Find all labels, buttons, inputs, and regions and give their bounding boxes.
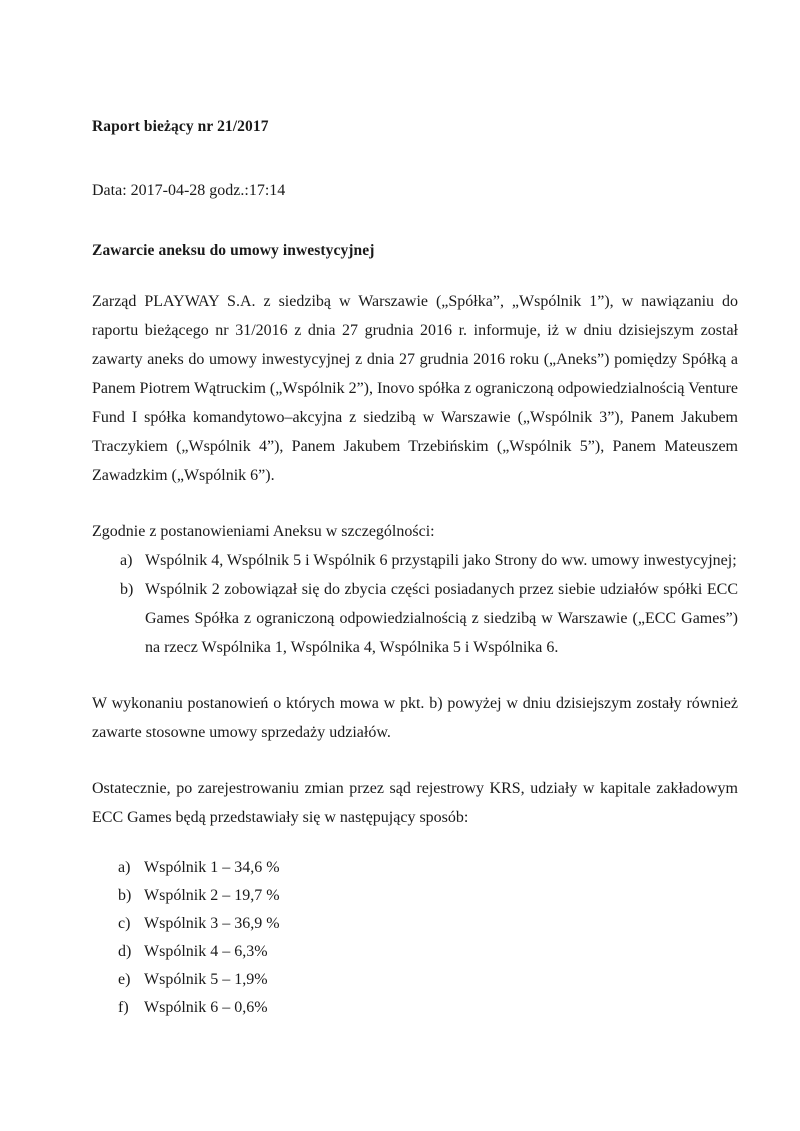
list-item [92,575,738,662]
list-item [92,854,738,882]
report-title: Raport bieżący nr 21/2017 [92,118,269,135]
list-item-marker: f) [118,999,129,1017]
list-item-marker: d) [118,943,132,961]
list-item-text: Wspólnik 5 – 1,9% [144,971,268,989]
paragraph-final-structure: Ostatecznie, po zarejestrowaniu zmian przez sąd rejestrowy KRS, udziały w kapitale zakładowym ECC Games będą przedstawiały się w następujący sposób: [92,780,738,827]
list-item-marker: b) [118,887,132,905]
list-item [92,994,738,1022]
list-item [92,882,738,910]
list-item-text: Wspólnik 2 zobowiązał się do zbycia części posiadanych przez siebie udziałów spółki ECC Games Spółka z ograniczoną odpowiedzialnością z siedzibą w Warszawie („ECC Games”) na rzecz Wspólnika 1, Wspólnika 4, Wspólnika 5 i Wspólnika 6. [145,581,738,657]
list-spacer [92,832,738,854]
section-title: Zawarcie aneksu do umowy inwestycyjnej [92,241,375,259]
terms-list [92,546,738,662]
list-item-marker: c) [118,915,131,933]
list-item-text: Wspólnik 2 – 19,7 % [144,887,280,905]
report-date-line: Data: 2017-04-28 godz.:17:14 [92,181,286,199]
list-item-text: Wspólnik 3 – 36,9 % [144,915,280,933]
list-item-marker: a) [118,859,131,877]
list-item-marker: b) [120,581,134,599]
list-item-marker: a) [120,552,133,570]
list-item [92,966,738,994]
list-item [92,546,738,575]
list-item-text: Wspólnik 4 – 6,3% [144,943,268,961]
list-item [92,938,738,966]
paragraph-execution: W wykonaniu postanowień o których mowa w pkt. b) powyżej w dniu dzisiejszym zostały również zawarte stosowne umowy sprzedaży udziałów. [92,695,738,742]
list-item-text: Wspólnik 6 – 0,6% [144,999,268,1017]
list-item-marker: e) [118,971,131,989]
list-item-text: Wspólnik 1 – 34,6 % [144,859,280,877]
paragraph-introduction: Zarząd PLAYWAY S.A. z siedzibą w Warszawie („Spółka”, „Wspólnik 1”), w nawiązaniu do raportu bieżącego nr 31/2016 z dnia 27 grudnia 2016 r. informuje, iż w dniu dzisiejszym został zawarty aneks do umowy inwestycyjnej z dnia 27 grudnia 2016 roku („Aneks”) pomiędzy Spółką a Panem Piotrem Wątruckim („Wspólnik 2”), Inovo spółka z ograniczoną odpowiedzialnością Venture Fund I spółka komandytowo–akcyjna z siedzibą w Warszawie („Wspólnik 3”), Panem Jakubem Traczykiem („Wspólnik 4”), Panem Jakubem Trzebińskim („Wspólnik 5”), Panem Mateuszem Zawadzkim („Wspólnik 6”). [92,293,738,485]
shareholding-list [92,854,738,1022]
terms-lead-in: Zgodnie z postanowieniami Aneksu w szczególności: [92,523,435,541]
list-item-text: Wspólnik 4, Wspólnik 5 i Wspólnik 6 przystąpili jako Strony do ww. umowy inwestycyjnej; [145,552,737,570]
list-item [92,910,738,938]
